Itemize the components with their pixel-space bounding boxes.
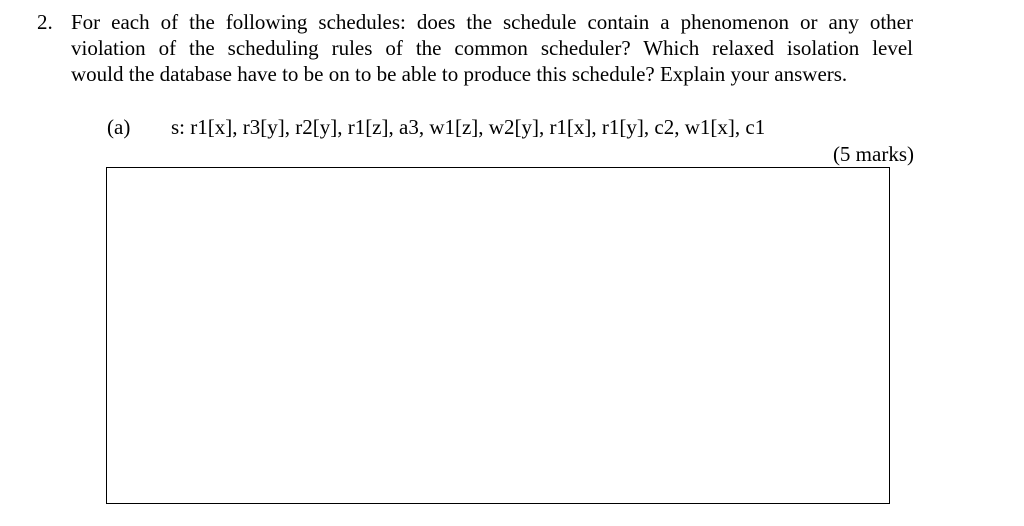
- question-text-line: violation of the scheduling rules of the common scheduler? Which relaxed isolation level: [71, 36, 913, 60]
- question-text-line: would the database have to be on to be able to produce this schedule? Explain your answers.: [71, 62, 848, 86]
- question-text: [71, 9, 913, 87]
- question-number: 2.: [37, 10, 53, 34]
- schedule-text: s: r1[x], r3[y], r2[y], r1[z], a3, w1[z], w2[y], r1[x], r1[y], c2, w1[x], c1: [171, 115, 766, 139]
- part-label: (a): [107, 115, 131, 139]
- answer-box[interactable]: [106, 167, 890, 504]
- marks-label: (5 marks): [832, 142, 914, 166]
- question-text-line: For each of the following schedules: does the schedule contain a phenomenon or any other: [71, 10, 913, 34]
